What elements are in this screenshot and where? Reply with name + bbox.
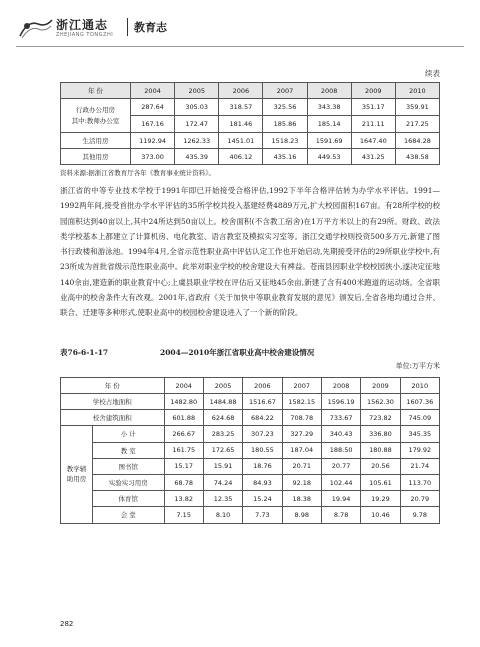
value-cell: 7.73 xyxy=(243,507,282,523)
value-cell: 1262.33 xyxy=(175,133,219,149)
table-row xyxy=(61,458,440,474)
value-cell: 1647.40 xyxy=(351,133,395,149)
year-header: 年 份 xyxy=(61,83,131,99)
continued-label: 续表 xyxy=(425,69,440,78)
value-cell: 343.38 xyxy=(307,99,351,116)
value-cell: 20.71 xyxy=(282,458,321,474)
year-cell: 2009 xyxy=(351,83,395,99)
year-cell: 2004 xyxy=(164,378,203,394)
section-title: 教育志 xyxy=(134,21,167,34)
logo-subtext: ZHEJIANG TONGZHI xyxy=(56,32,114,38)
group-label-line: 教学辅 xyxy=(66,465,87,474)
logo-text: 浙江通志 xyxy=(56,18,109,32)
table-row xyxy=(61,410,440,426)
value-cell: 1518.23 xyxy=(263,133,307,149)
table-header-row xyxy=(61,378,440,394)
year-cell: 2004 xyxy=(131,83,175,99)
value-cell: 1562.30 xyxy=(361,394,400,410)
value-cell: 161.75 xyxy=(164,442,203,458)
row-label: 小 计 xyxy=(93,426,165,442)
source-note: 资料来源:据浙江省教育厅各年《教育事业统计资料》。 xyxy=(60,169,215,177)
table-title: 2004—2010年浙江省职业高中校舍建设情况 xyxy=(160,348,315,357)
year-cell: 2005 xyxy=(203,378,242,394)
row-label: 实验实习用房 xyxy=(93,474,165,490)
value-cell: 601.88 xyxy=(164,410,203,426)
value-cell: 113.70 xyxy=(400,474,439,490)
value-cell: 266.67 xyxy=(164,426,203,442)
value-cell: 180.55 xyxy=(243,442,282,458)
year-cell: 2010 xyxy=(395,83,439,99)
value-cell: 9.78 xyxy=(400,507,439,523)
value-cell: 351.17 xyxy=(351,99,395,116)
value-cell: 20.56 xyxy=(361,458,400,474)
value-cell: 18.76 xyxy=(243,458,282,474)
value-cell: 745.09 xyxy=(400,410,439,426)
value-cell: 172.65 xyxy=(203,442,242,458)
value-cell: 167.16 xyxy=(131,116,175,133)
table-row xyxy=(61,149,440,165)
value-cell: 318.57 xyxy=(219,99,263,116)
value-cell: 74.24 xyxy=(203,474,242,490)
value-cell: 102.44 xyxy=(321,474,360,490)
value-cell: 723.82 xyxy=(361,410,400,426)
value-cell: 1591.69 xyxy=(307,133,351,149)
value-cell: 340.43 xyxy=(321,426,360,442)
value-cell: 84.93 xyxy=(243,474,282,490)
value-cell: 8.78 xyxy=(321,507,360,523)
value-cell: 1684.28 xyxy=(395,133,439,149)
page-number: 282 xyxy=(60,620,74,628)
value-cell: 15.24 xyxy=(243,491,282,507)
value-cell: 15.91 xyxy=(203,458,242,474)
row-label: 体育馆 xyxy=(93,491,165,507)
value-cell: 345.35 xyxy=(400,426,439,442)
value-cell: 1451.01 xyxy=(219,133,263,149)
table-row xyxy=(61,474,440,490)
year-cell: 2007 xyxy=(263,83,307,99)
unit-label: 单位:万平方米 xyxy=(395,362,440,370)
value-cell: 20.79 xyxy=(400,491,439,507)
year-cell: 2006 xyxy=(219,83,263,99)
year-cell: 2008 xyxy=(307,83,351,99)
value-cell: 287.64 xyxy=(131,99,175,116)
value-cell: 1582.15 xyxy=(282,394,321,410)
value-cell: 21.74 xyxy=(400,458,439,474)
value-cell: 180.88 xyxy=(361,442,400,458)
value-cell: 373.00 xyxy=(131,149,175,165)
table-header-row xyxy=(61,83,440,99)
year-cell: 2009 xyxy=(361,378,400,394)
value-cell: 7.15 xyxy=(164,507,203,523)
value-cell: 1516.67 xyxy=(243,394,282,410)
value-cell: 12.35 xyxy=(203,491,242,507)
value-cell: 435.16 xyxy=(263,149,307,165)
table-row xyxy=(61,507,440,523)
value-cell: 305.03 xyxy=(175,99,219,116)
value-cell: 105.61 xyxy=(361,474,400,490)
row-label: 生活用房 xyxy=(61,133,131,149)
year-cell: 2005 xyxy=(175,83,219,99)
header-divider xyxy=(127,18,128,36)
page-header xyxy=(16,10,464,50)
table-row xyxy=(61,133,440,149)
table-row xyxy=(61,491,440,507)
value-cell: 187.04 xyxy=(282,442,321,458)
value-cell: 8.10 xyxy=(203,507,242,523)
value-cell: 325.56 xyxy=(263,99,307,116)
value-cell: 92.18 xyxy=(282,474,321,490)
value-cell: 185.14 xyxy=(307,116,351,133)
table-number: 表76-6-1-17 xyxy=(60,348,109,357)
value-cell: 1484.88 xyxy=(203,394,242,410)
value-cell: 179.92 xyxy=(400,442,439,458)
value-cell: 1607.36 xyxy=(400,394,439,410)
year-cell: 2010 xyxy=(400,378,439,394)
value-cell: 733.67 xyxy=(321,410,360,426)
table-row xyxy=(61,99,440,116)
value-cell: 684.22 xyxy=(243,410,282,426)
value-cell: 181.46 xyxy=(219,116,263,133)
value-cell: 283.25 xyxy=(203,426,242,442)
group-label xyxy=(61,426,93,523)
value-cell: 18.38 xyxy=(282,491,321,507)
table-row xyxy=(61,394,440,410)
row-label-line: 行政办公用房 xyxy=(76,106,115,115)
value-cell: 1596.19 xyxy=(321,394,360,410)
value-cell: 1482.80 xyxy=(164,394,203,410)
value-cell: 68.78 xyxy=(164,474,203,490)
year-cell: 2008 xyxy=(321,378,360,394)
table-school-buildings xyxy=(60,377,440,524)
value-cell: 19.29 xyxy=(361,491,400,507)
row-label: 会 堂 xyxy=(93,507,165,523)
table-continued xyxy=(60,82,440,165)
row-label: 其他用房 xyxy=(61,149,131,165)
row-label: 学校占地面积 xyxy=(61,394,165,410)
row-label-admin xyxy=(61,99,131,133)
value-cell: 188.50 xyxy=(321,442,360,458)
value-cell: 185.86 xyxy=(263,116,307,133)
value-cell: 307.23 xyxy=(243,426,282,442)
value-cell: 10.46 xyxy=(361,507,400,523)
value-cell: 19.94 xyxy=(321,491,360,507)
value-cell: 336.80 xyxy=(361,426,400,442)
value-cell: 327.29 xyxy=(282,426,321,442)
value-cell: 438.58 xyxy=(395,149,439,165)
value-cell: 20.77 xyxy=(321,458,360,474)
value-cell: 211.11 xyxy=(351,116,395,133)
year-cell: 2006 xyxy=(243,378,282,394)
value-cell: 359.91 xyxy=(395,99,439,116)
value-cell: 435.39 xyxy=(175,149,219,165)
value-cell: 172.47 xyxy=(175,116,219,133)
table-row xyxy=(61,426,440,442)
value-cell: 624.68 xyxy=(203,410,242,426)
value-cell: 431.25 xyxy=(351,149,395,165)
value-cell: 1192.94 xyxy=(131,133,175,149)
value-cell: 449.53 xyxy=(307,149,351,165)
row-label: 校舍建筑面积 xyxy=(61,410,165,426)
value-cell: 708.78 xyxy=(282,410,321,426)
value-cell: 13.82 xyxy=(164,491,203,507)
year-header: 年 份 xyxy=(61,378,165,394)
header-rule xyxy=(16,46,464,47)
row-label: 图书馆 xyxy=(93,458,165,474)
body-paragraph: 浙江省的中等专业技术学校于1991年即已开始接受合格评估,1992下半年合格评估转为办学水平评估。1991—1992两年间,接受首批办学水平评估的35所学校共投入基建经费4889万元,扩大校园面积167亩。有28所学校的校园面积达到40亩以上,其中24所达到50亩以上。校舍面积(不含教工宿舍)在1万平方米以上的有29所。财政、政法类学校基本上都建立了计算机房、电化教室、语言教室及模拟实习室等。浙江交通学校则投资500多万元,新建了图书行政楼和游泳池。1994年4月,全省示范性职业高中评估认定工作也开始启动,先期接受评估的29所职业学校中,有23所成为首批省级示范性职业高中。此举对职业学校的校舍建设大有裨益。苍南县因职业学校校园狭小,遂决定征地140余亩,建造新的职业教育中心;上虞县职业学校在评估后又征地45余亩,新建了含有400米跑道的运动场。全省职业高中的校舍条件大有改观。2001年,省政府《关于加快中等职业教育发展的意见》颁发后,全省各地均通过合并、联合、迁建等多种形式,使职业高中的校园校舍建设进入了一个新的阶段。 xyxy=(60,186,440,318)
group-label-line: 助用房 xyxy=(66,475,87,484)
value-cell: 8.98 xyxy=(282,507,321,523)
value-cell: 406.12 xyxy=(219,149,263,165)
value-cell: 217.25 xyxy=(395,116,439,133)
row-label-line: 其中:教师办公室 xyxy=(71,116,120,125)
table-row xyxy=(61,442,440,458)
year-cell: 2007 xyxy=(282,378,321,394)
row-label: 教 室 xyxy=(93,442,165,458)
logo-icon xyxy=(18,14,54,42)
value-cell: 15.17 xyxy=(164,458,203,474)
